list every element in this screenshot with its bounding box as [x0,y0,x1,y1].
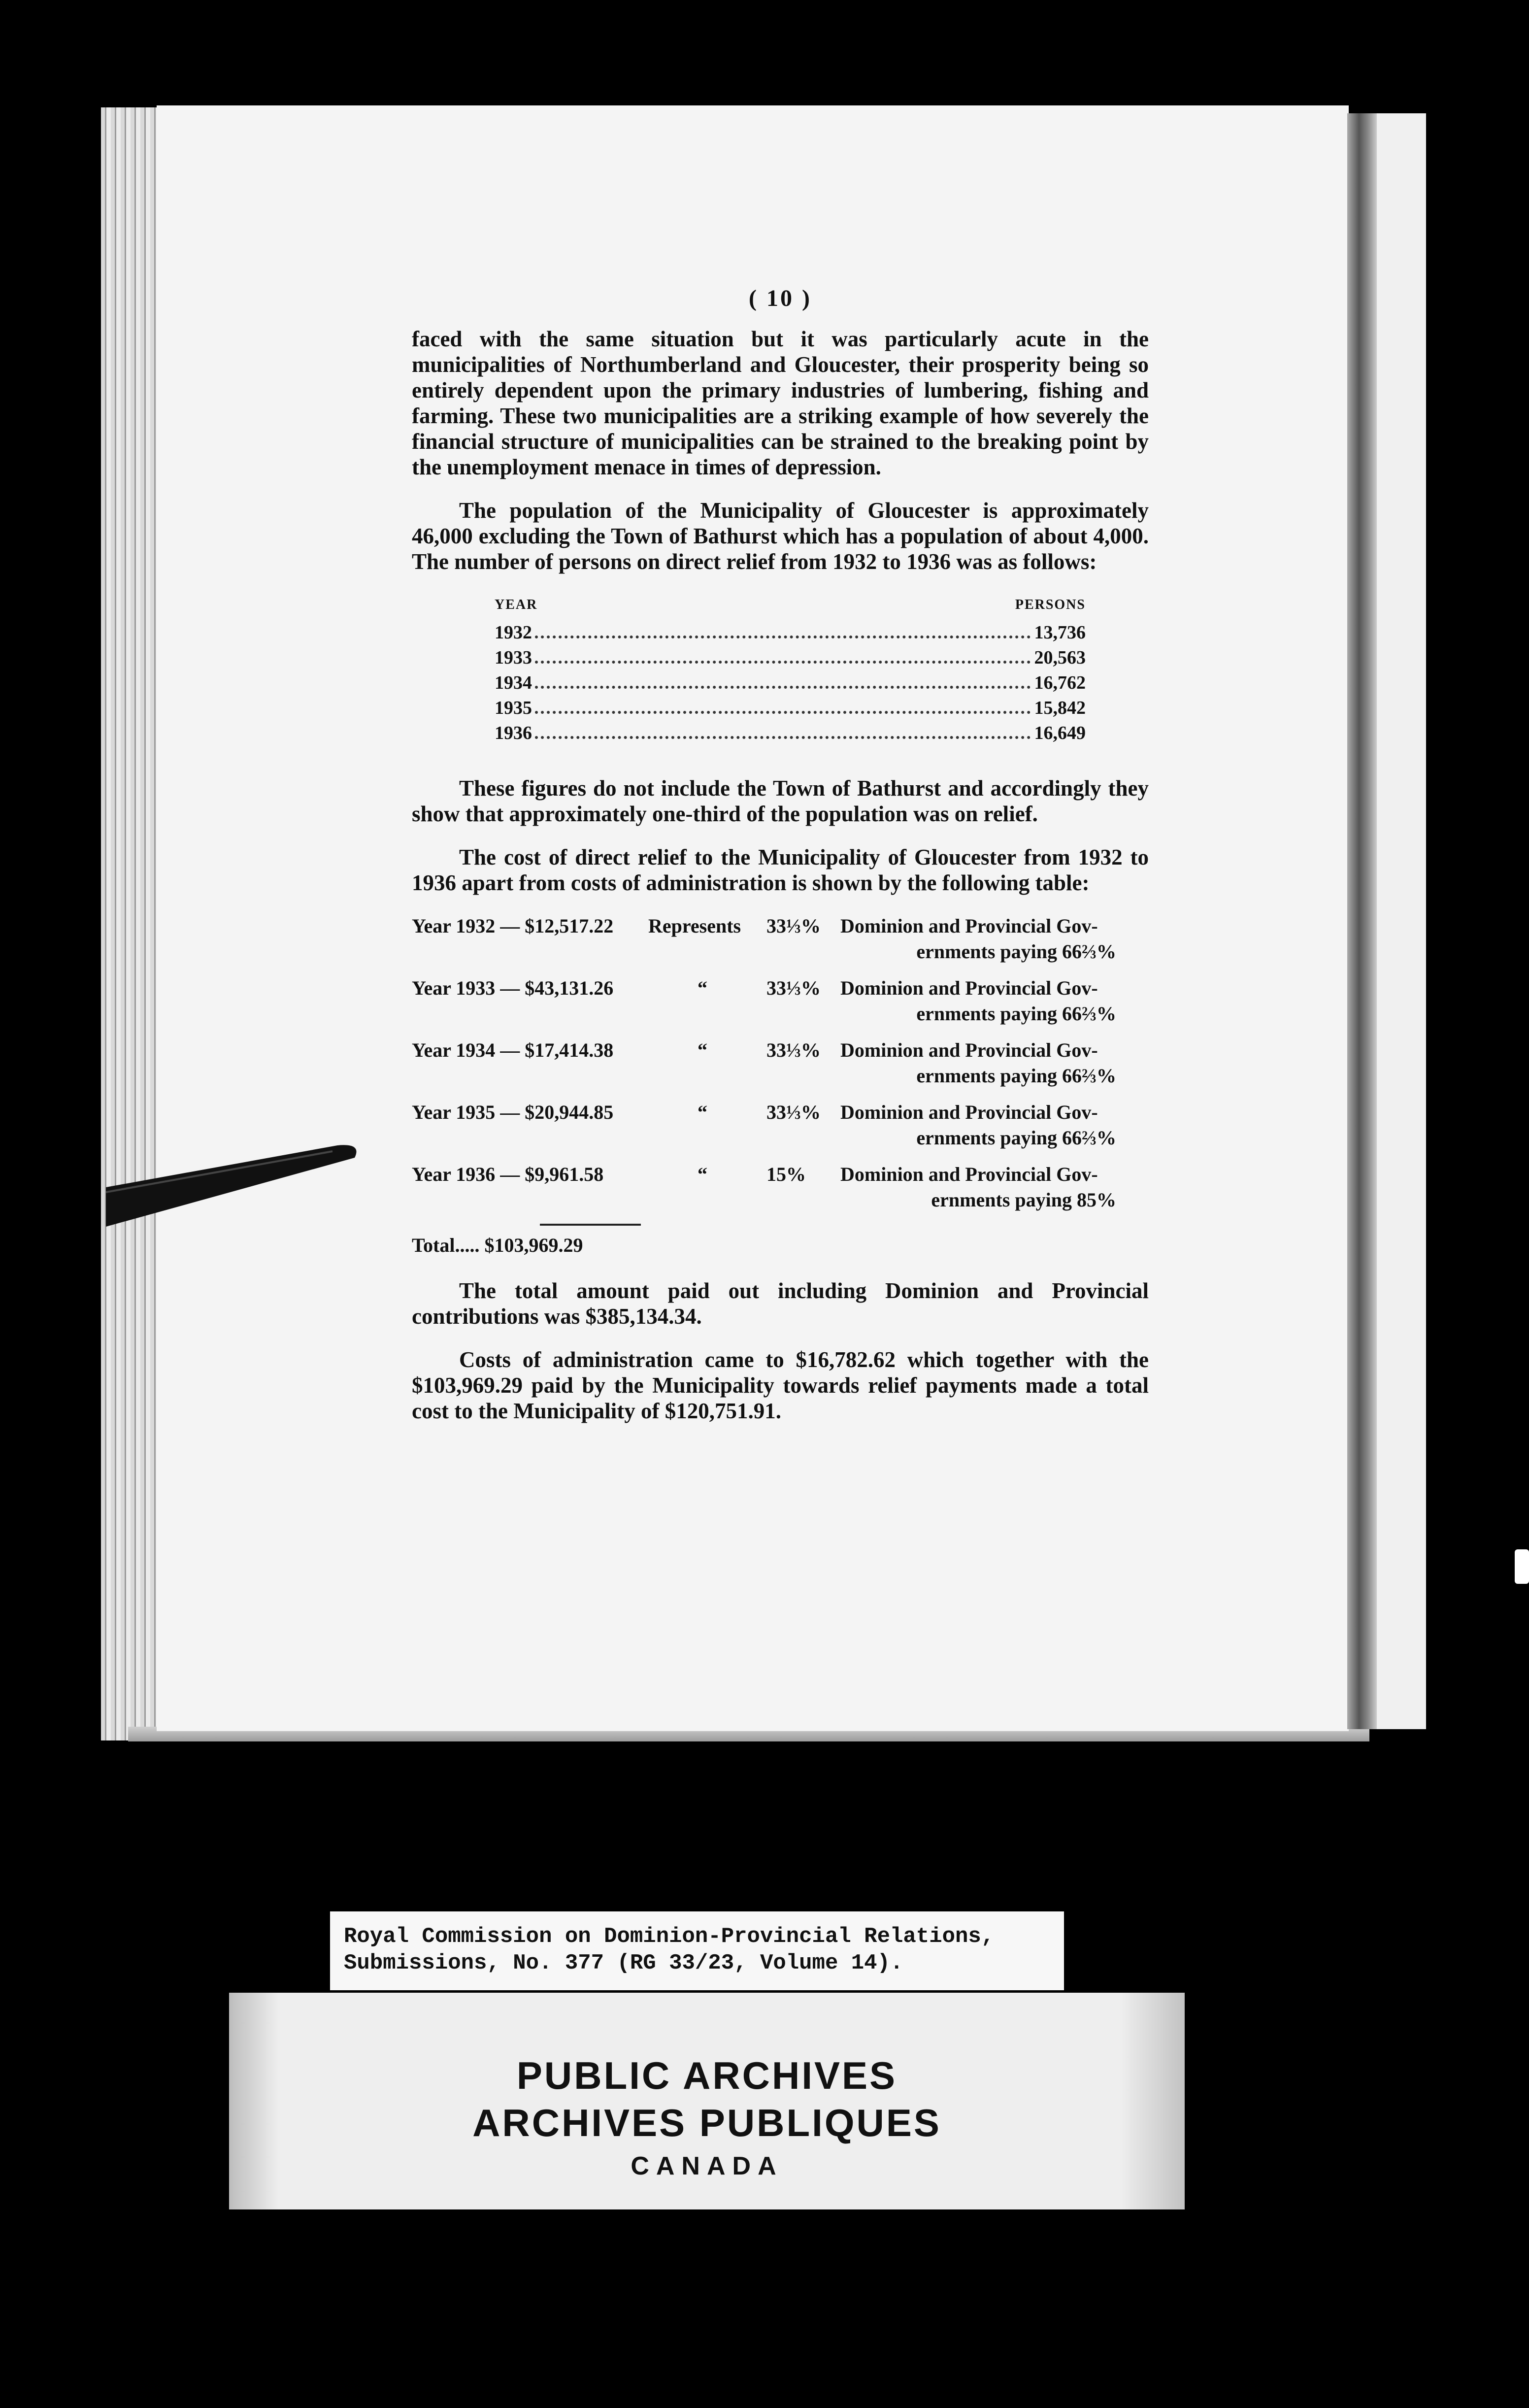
year-amount: Year 1934 — $17,414.38 [412,1039,614,1061]
municipal-share: 15% [766,1163,806,1185]
dot-leader [535,661,1030,664]
row-persons: 16,762 [1034,672,1086,693]
table-row [412,913,1149,965]
desc-line-1: Dominion and Provincial Gov- [840,1163,1098,1185]
dot-leader [535,736,1030,739]
row-persons: 20,563 [1034,647,1086,668]
film-edge-tab [1515,1549,1529,1584]
relief-cost-table [412,913,1149,1258]
row-year: 1933 [495,647,532,668]
facing-page-edge [1377,113,1426,1729]
table-row [412,1162,1149,1213]
desc-line-1: Dominion and Provincial Gov- [840,1039,1098,1061]
row-persons: 15,842 [1034,698,1086,718]
population-table-header [495,592,1086,617]
government-share [840,1037,1136,1089]
header-year: YEAR [495,597,538,612]
desc-line-2: ernments paying 85% [931,1189,1116,1211]
paragraph-2: The population of the Municipality of Gloucester is approximately 46,000 excluding the Town of Bathurst which has a population of about 4,000. The number of persons on direct relief from 1932 to 1936 was as follows: [412,498,1149,574]
dot-leader [535,711,1030,714]
population-table [495,592,1086,746]
archive-reference-label [330,1911,1064,1990]
government-share [840,1162,1136,1213]
table-row [412,1100,1149,1151]
table-row [495,721,1086,746]
table-row [412,1037,1149,1089]
table-row [495,670,1086,696]
government-share [840,913,1136,965]
paragraph-3: These figures do not include the Town of Bathurst and accordingly they show that approximately one-third of the population was on relief. [412,776,1149,826]
municipal-share: 33⅓% [766,977,821,999]
ditto-mark: “ [698,1039,707,1061]
municipal-share: 33⅓% [766,915,821,937]
page-holder-blade [106,1140,362,1229]
paragraph-6: Costs of administration came to $16,782.62 which together with the $103,969.29 paid by the Municipality towards relief payments made a total cost to the Municipality of $120,751.91. [412,1347,1149,1423]
ditto-mark: “ [698,977,707,999]
reference-line-1: Royal Commission on Dominion-Provincial Relations, [344,1924,995,1949]
ditto-mark: “ [698,1163,707,1185]
archives-stamp [229,1993,1185,2209]
year-amount: Year 1935 — $20,944.85 [412,1101,614,1123]
stamp-line-3: CANADA [631,2152,783,2180]
page-stack-edges [101,107,160,1740]
table-row [495,620,1086,645]
ditto-mark: “ [698,1101,707,1123]
municipal-share: 33⅓% [766,1101,821,1123]
desc-line-1: Dominion and Provincial Gov- [840,1101,1098,1123]
paragraph-4: The cost of direct relief to the Municipality of Gloucester from 1932 to 1936 apart from costs of administration is shown by the following table: [412,845,1149,895]
represents-label: Represents [648,915,741,937]
government-share [840,1100,1136,1151]
year-amount: Year 1932 — $12,517.22 [412,915,614,937]
table-row [412,975,1149,1027]
row-persons: 16,649 [1034,723,1086,743]
desc-line-2: ernments paying 66⅔% [916,1003,1116,1025]
stamp-line-2: ARCHIVES PUBLIQUES [472,2101,941,2144]
stamp-edge-left [229,1993,278,2209]
row-year: 1934 [495,672,532,693]
reference-line-2: Submissions, No. 377 (RG 33/23, Volume 14). [344,1951,903,1975]
stamp-line-1: PUBLIC ARCHIVES [516,2054,897,2097]
government-share [840,975,1136,1027]
table-row [495,696,1086,721]
desc-line-2: ernments paying 66⅔% [916,1127,1116,1149]
stamp-edge-right [1121,1993,1185,2209]
desc-line-1: Dominion and Provincial Gov- [840,915,1098,937]
municipal-share: 33⅓% [766,1039,821,1061]
row-year: 1936 [495,723,532,743]
row-persons: 13,736 [1034,622,1086,643]
year-amount: Year 1933 — $43,131.26 [412,977,614,999]
desc-line-2: ernments paying 66⅔% [916,1065,1116,1087]
dot-leader [535,686,1030,689]
row-year: 1935 [495,698,532,718]
total-row: Total..... $103,969.29 [412,1234,583,1256]
text-column [412,286,1149,1441]
header-persons: PERSONS [1015,597,1086,612]
year-amount: Year 1936 — $9,961.58 [412,1163,604,1185]
page-number: ( 10 ) [749,285,812,311]
table-row [495,645,1086,670]
paragraph-1: faced with the same situation but it was particularly acute in the municipalities of Northumberland and Gloucester, their prosperity being so entirely dependent upon the primary industries of lumbering, fishing and farming. These two municipalities are a striking example of how severely the financial structure of municipalities can be strained to the breaking point by the unemployment menace in times of depression. [412,327,1149,479]
desc-line-2: ernments paying 66⅔% [916,940,1116,963]
dot-leader [535,635,1030,638]
row-year: 1932 [495,622,532,643]
total-rule [540,1224,641,1226]
desc-line-1: Dominion and Provincial Gov- [840,977,1098,999]
paragraph-5: The total amount paid out including Dominion and Provincial contributions was $385,134.34. [412,1278,1149,1329]
page-gutter-shadow [1347,113,1377,1729]
